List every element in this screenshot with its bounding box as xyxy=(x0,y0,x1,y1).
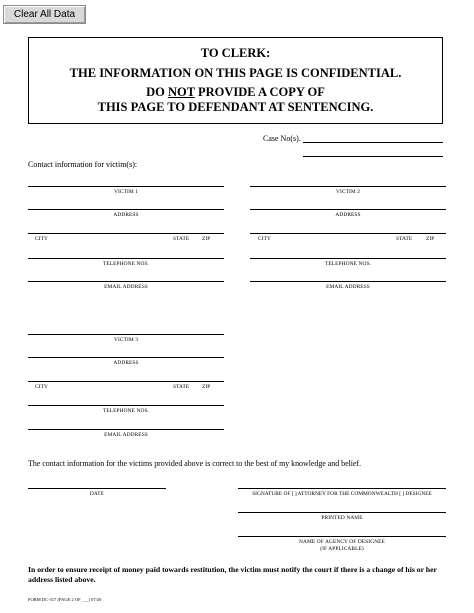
notice-not-emphasis: NOT xyxy=(167,85,195,99)
case-number-field-1[interactable] xyxy=(303,142,443,143)
notice-line-3-post: PROVIDE A COPY OF xyxy=(194,85,325,99)
victim-3-name-field[interactable] xyxy=(28,334,224,335)
confidential-notice-box xyxy=(28,37,443,124)
agency-applicable-caption: (IF APPLICABLE) xyxy=(320,546,364,552)
victim-2-state-caption: STATE xyxy=(396,236,413,242)
victim-1-telephone-field[interactable] xyxy=(28,258,224,259)
victim-3-zip-caption: ZIP xyxy=(202,384,211,390)
victim-2-name-field[interactable] xyxy=(250,186,446,187)
notice-line-2: THE INFORMATION ON THIS PAGE IS CONFIDENTIAL. xyxy=(69,66,402,80)
victim-1-city-caption: CITY xyxy=(35,236,48,242)
clear-all-data-button[interactable]: Clear All Data xyxy=(3,5,86,24)
case-number-field-2[interactable] xyxy=(303,156,443,157)
notice-line-3 xyxy=(29,85,442,100)
signature-caption: SIGNATURE OF [ ] ATTORNEY FOR THE COMMONWEALTH [ ] DESIGNEE xyxy=(252,491,432,497)
victim-1-email-caption: EMAIL ADDRESS xyxy=(104,284,148,290)
victim-1-email-field[interactable] xyxy=(28,281,224,282)
agency-name-field[interactable] xyxy=(238,536,446,537)
victim-1-name-caption: VICTIM 1 xyxy=(113,189,138,195)
victim-1-zip-caption: ZIP xyxy=(202,236,211,242)
victim-3-state-caption: STATE xyxy=(173,384,190,390)
printed-name-field[interactable] xyxy=(238,512,446,513)
victim-1-address-field[interactable] xyxy=(28,209,224,210)
form-footer: FORM DC-317 (PAGE 2 OF ___) 07/20 xyxy=(28,597,102,602)
notice-line-1: TO CLERK: xyxy=(200,46,271,60)
victim-2-city-caption: CITY xyxy=(258,236,271,242)
victim-3-telephone-caption: TELEPHONE NOS. xyxy=(102,408,150,414)
victim-2-zip-caption: ZIP xyxy=(426,236,435,242)
restitution-notice: In order to ensure receipt of money paid towards restitution, the victim must notify the court if there is a change of his or her address listed above. xyxy=(28,565,437,584)
victim-3-city-caption: CITY xyxy=(35,384,48,390)
victim-1-address-caption: ADDRESS xyxy=(113,212,139,218)
victim-1-telephone-caption: TELEPHONE NOS. xyxy=(102,261,150,267)
certification-statement: The contact information for the victims provided above is correct to the best of my knowledge and belief. xyxy=(28,459,362,468)
victim-2-email-field[interactable] xyxy=(250,281,446,282)
date-caption: DATE xyxy=(89,491,105,497)
victim-2-telephone-caption: TELEPHONE NOS. xyxy=(324,261,372,267)
victim-2-telephone-field[interactable] xyxy=(250,258,446,259)
victim-1-state-caption: STATE xyxy=(173,236,190,242)
notice-line-4: THIS PAGE TO DEFENDANT AT SENTENCING. xyxy=(97,100,374,114)
victim-2-address-field[interactable] xyxy=(250,209,446,210)
agency-name-caption: NAME OF AGENCY OF DESIGNEE xyxy=(299,539,385,545)
victim-2-email-caption: EMAIL ADDRESS xyxy=(326,284,370,290)
contact-info-label: Contact information for victim(s): xyxy=(28,160,138,169)
notice-line-3-pre: DO xyxy=(146,85,168,99)
victim-2-address-caption: ADDRESS xyxy=(335,212,361,218)
signature-field[interactable] xyxy=(238,488,446,489)
victim-3-name-caption: VICTIM 3 xyxy=(113,337,138,343)
victim-3-email-field[interactable] xyxy=(28,429,224,430)
victim-3-city-field[interactable] xyxy=(28,381,224,382)
case-number-label: Case No(s). xyxy=(263,134,301,143)
victim-1-city-field[interactable] xyxy=(28,233,224,234)
victim-3-email-caption: EMAIL ADDRESS xyxy=(104,432,148,438)
printed-name-caption: PRINTED NAME xyxy=(321,515,363,521)
victim-2-city-field[interactable] xyxy=(250,233,446,234)
victim-3-telephone-field[interactable] xyxy=(28,405,224,406)
victim-2-name-caption: VICTIM 2 xyxy=(335,189,360,195)
victim-3-address-field[interactable] xyxy=(28,357,224,358)
victim-3-address-caption: ADDRESS xyxy=(113,360,139,366)
victim-1-name-field[interactable] xyxy=(28,186,224,187)
date-field[interactable] xyxy=(28,488,166,489)
